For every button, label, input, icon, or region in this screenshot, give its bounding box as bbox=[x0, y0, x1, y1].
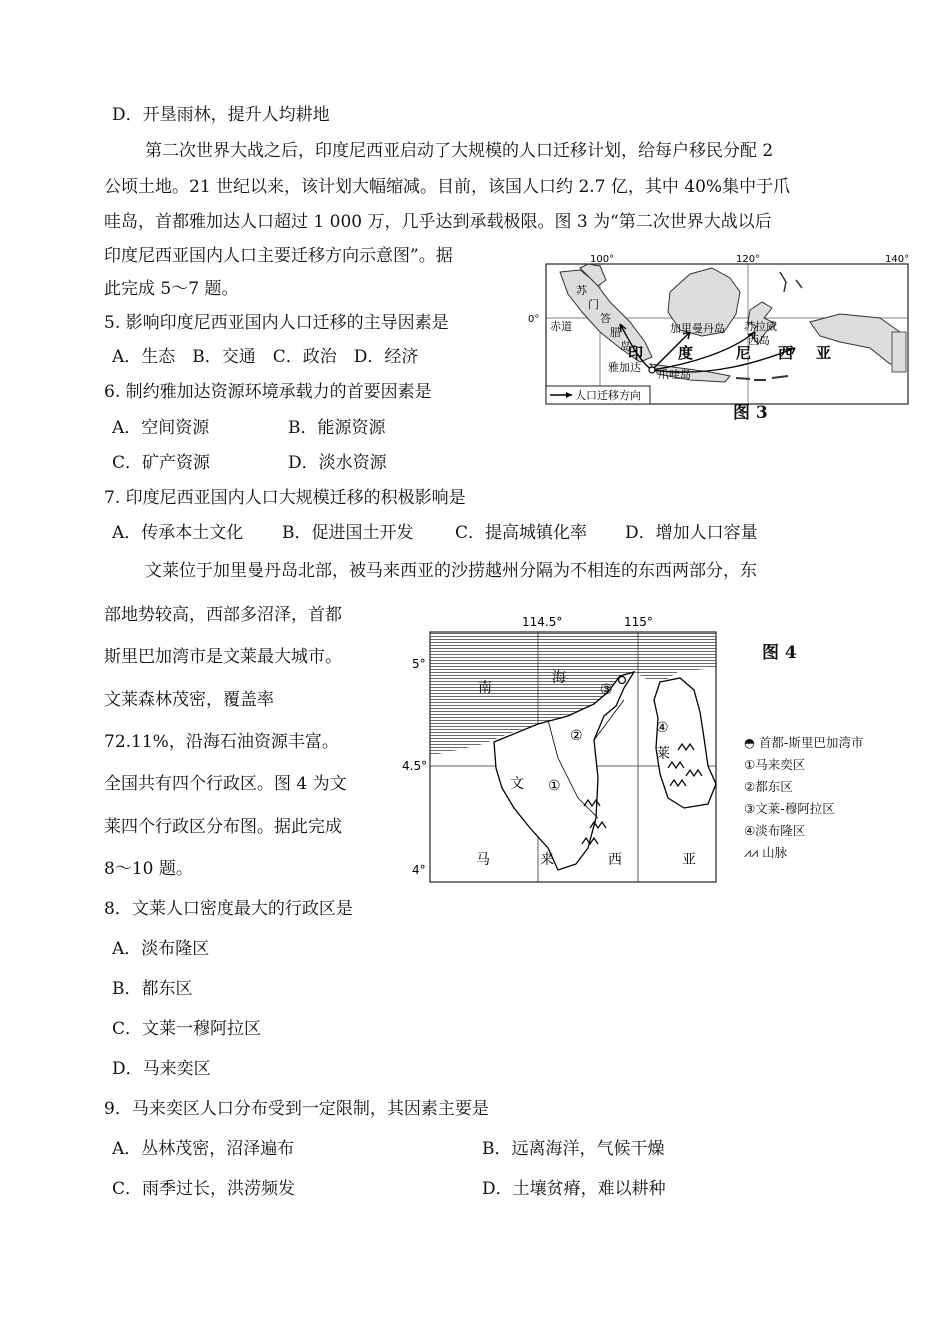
fig4-lat-5: 5° bbox=[412, 657, 426, 671]
fig4-lon-114-5: 114.5° bbox=[522, 615, 563, 629]
fig4-nan: 南 bbox=[478, 680, 492, 696]
q7-stem: 7. 印度尼西亚国内人口大规模迁移的积极影响是 bbox=[104, 488, 466, 508]
figure-3-indonesia-map bbox=[528, 252, 915, 427]
q6-option-c: C．矿产资源 bbox=[112, 453, 211, 473]
passage2-line4: 文莱森林茂密，覆盖率 bbox=[104, 690, 274, 710]
fig3-equator-label: 赤道 bbox=[550, 320, 572, 333]
fig3-lon-100: 100° bbox=[590, 254, 615, 265]
fig3-sulawesi-1: 苏拉威 bbox=[744, 320, 777, 333]
fig4-hai: 海 bbox=[552, 670, 566, 686]
fig4-xi: 西 bbox=[608, 852, 622, 868]
fig4-district-4: ④ bbox=[656, 720, 669, 736]
q9-stem: 9．马来奕区人口分布受到一定限制，其因素主要是 bbox=[104, 1099, 489, 1119]
fig3-jakarta: 雅加达 bbox=[608, 361, 641, 374]
q9-option-c: C．雨季过长，洪涝频发 bbox=[112, 1179, 296, 1199]
fig3-yin: 印 bbox=[628, 344, 644, 362]
passage1-line1: 第二次世界大战之后，印度尼西亚启动了大规模的人口迁移计划，给每户移民分配 2 bbox=[145, 141, 774, 161]
fig3-dao: 岛 bbox=[620, 340, 631, 353]
q8-option-d: D．马来奕区 bbox=[112, 1059, 211, 1079]
passage1-line5: 此完成 5～7 题。 bbox=[104, 279, 239, 299]
capital-icon: ◓ bbox=[744, 735, 759, 750]
q5-stem: 5. 影响印度尼西亚国内人口迁移的主导因素是 bbox=[104, 313, 449, 333]
q6-stem: 6. 制约雅加达资源环境承载力的首要因素是 bbox=[104, 382, 432, 402]
fig3-su: 苏 bbox=[576, 284, 587, 297]
fig4-lat-4: 4° bbox=[412, 863, 426, 877]
fig4-ya: 亚 bbox=[682, 852, 696, 868]
fig3-lon-120: 120° bbox=[736, 254, 761, 265]
q6-option-d: D．淡水资源 bbox=[288, 453, 387, 473]
passage1-line2: 公顷土地。21 世纪以来，该计划大幅缩减。目前，该国人口约 2.7 亿，其中 40%集中于爪 bbox=[104, 177, 791, 197]
q8-option-b: B．都东区 bbox=[112, 979, 193, 999]
fig3-xi: 西 bbox=[778, 344, 794, 362]
fig4-lai2: 来 bbox=[540, 852, 554, 868]
fig4-legend-d4: ④淡布隆区 bbox=[744, 823, 806, 838]
q6-option-b: B．能源资源 bbox=[288, 418, 386, 438]
fig4-legend-d2: ②都东区 bbox=[744, 779, 793, 794]
figure-3-caption: 图 3 bbox=[733, 403, 768, 423]
fig3-sulawesi-2: 西岛 bbox=[748, 334, 770, 347]
fig4-lai: 莱 bbox=[656, 746, 670, 762]
fig4-district-1: ① bbox=[548, 778, 561, 794]
fig3-ya: 亚 bbox=[816, 344, 832, 362]
fig3-da: 答 bbox=[600, 312, 611, 325]
passage2-line6: 全国共有四个行政区。图 4 为文 bbox=[104, 774, 347, 794]
fig4-legend-mountain: ⩘⩘ 山脉 bbox=[744, 845, 788, 860]
passage1-line3: 哇岛，首都雅加达人口超过 1 000 万，几乎达到承载极限。图 3 为“第二次世界大战以后 bbox=[104, 212, 772, 232]
figure-4-brunei-map bbox=[398, 608, 723, 886]
fig3-la: 腊 bbox=[610, 326, 621, 339]
passage1-line4: 印度尼西亚国内人口主要迁移方向示意图”。据 bbox=[104, 246, 453, 266]
q9-option-d: D．土壤贫瘠，难以耕种 bbox=[482, 1179, 666, 1199]
fig3-legend-label: 人口迁移方向 bbox=[575, 389, 641, 402]
passage2-line2: 部地势较高，西部多沼泽，首都 bbox=[104, 605, 342, 625]
fig3-lat-0: 0° bbox=[528, 314, 540, 325]
fig3-java: 爪哇岛 bbox=[658, 368, 691, 381]
passage2-line7: 莱四个行政区分布图。据此完成 bbox=[104, 817, 342, 837]
fig3-kalimantan: 加里曼丹岛 bbox=[670, 322, 725, 335]
mountain-icon: ⩘⩘ bbox=[744, 845, 763, 860]
q9-option-b: B．远离海洋，气候干燥 bbox=[482, 1139, 665, 1159]
q9-option-a: A．丛林茂密，沼泽遍布 bbox=[112, 1139, 295, 1159]
fig4-legend-d1: ①马来奕区 bbox=[744, 757, 806, 772]
fig3-men: 门 bbox=[588, 298, 599, 311]
fig4-lat-4-5: 4.5° bbox=[402, 759, 428, 773]
fig3-ni: 尼 bbox=[736, 344, 752, 362]
q7-option-c: C．提高城镇化率 bbox=[455, 523, 588, 543]
fig4-district-3: ③ bbox=[600, 682, 613, 698]
figure-4-caption: 图 4 bbox=[762, 643, 797, 663]
q6-option-a: A．空间资源 bbox=[112, 418, 210, 438]
q4-option-d: D．开垦雨林，提升人均耕地 bbox=[112, 105, 330, 125]
q8-stem: 8．文莱人口密度最大的行政区是 bbox=[104, 899, 353, 919]
fig3-lon-140: 140° bbox=[885, 254, 910, 265]
q8-option-c: C．文莱一穆阿拉区 bbox=[112, 1019, 262, 1039]
fig4-wen: 文 bbox=[510, 776, 524, 792]
q8-option-a: A．淡布隆区 bbox=[112, 939, 210, 959]
passage2-line1: 文莱位于加里曼丹岛北部，被马来西亚的沙捞越州分隔为不相连的东西两部分，东 bbox=[145, 561, 757, 581]
q7-option-d: D．增加人口容量 bbox=[625, 523, 758, 543]
q7-option-a: A．传承本土文化 bbox=[112, 523, 244, 543]
fig4-legend-d3: ③文莱-穆阿拉区 bbox=[744, 801, 835, 816]
fig4-lon-115: 115° bbox=[624, 615, 653, 629]
figure-4-legend bbox=[744, 732, 863, 864]
fig3-du: 度 bbox=[678, 344, 694, 362]
q7-option-b: B．促进国土开发 bbox=[282, 523, 414, 543]
passage2-line8: 8～10 题。 bbox=[104, 859, 193, 879]
q5-options: A．生态 B．交通 C．政治 D．经济 bbox=[112, 347, 419, 367]
fig4-district-2: ② bbox=[570, 728, 583, 744]
passage2-line3: 斯里巴加湾市是文莱最大城市。 bbox=[104, 647, 342, 667]
fig4-ma: 马 bbox=[476, 852, 490, 868]
fig4-legend-capital: ◓ 首都-斯里巴加湾市 bbox=[744, 735, 864, 750]
passage2-line5: 72.11%，沿海石油资源丰富。 bbox=[104, 732, 339, 752]
